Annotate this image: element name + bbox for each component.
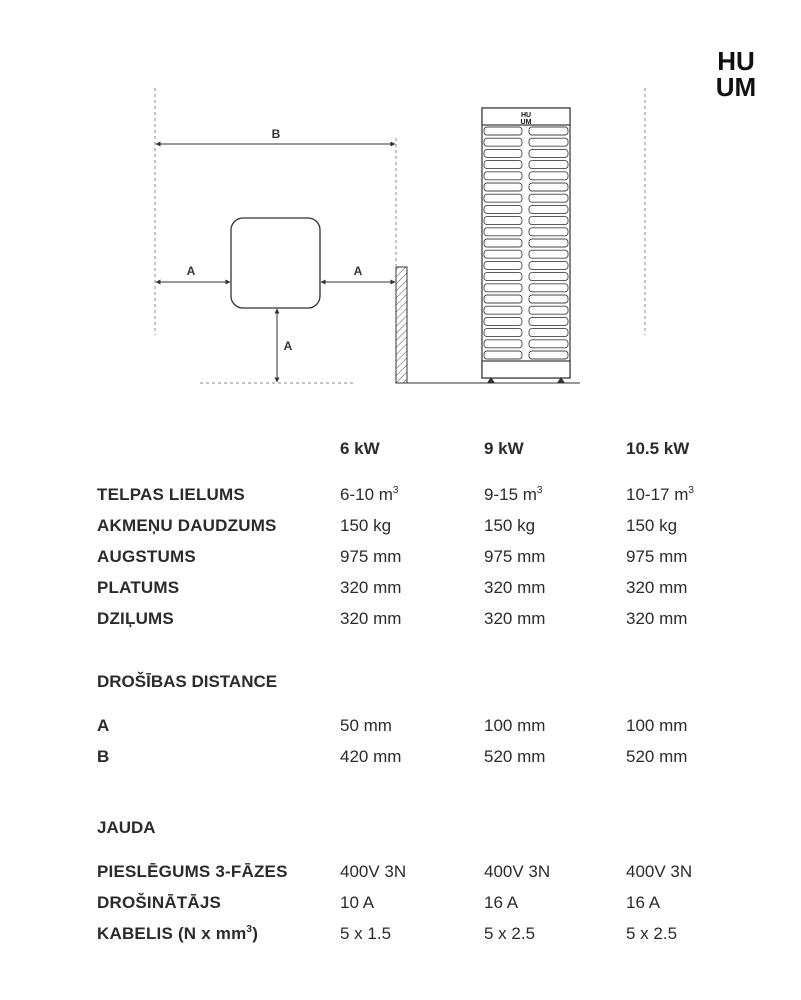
spec-label-stone-amount: AKMEŅU DAUDZUMS (97, 516, 277, 535)
heater-stone (484, 127, 522, 135)
heater-stone (484, 205, 522, 213)
spec-label-depth: DZIĻUMS (97, 609, 174, 628)
spec-value: 16 A (626, 893, 661, 912)
spec-value: 975 mm (340, 547, 402, 566)
dimension-b-label: B (271, 127, 281, 141)
heater-stone (484, 138, 522, 146)
spec-value: 5 x 2.5 (484, 924, 536, 943)
spec-value: 9-15 $m^3$ (484, 485, 543, 504)
heater-stone (529, 228, 568, 236)
spec-value: 320 mm (340, 578, 402, 597)
heater-stone (484, 351, 522, 359)
spec-value: 6-10 $m^3$ (340, 485, 399, 504)
spec-label-width: PLATUMS (97, 578, 180, 597)
safety-distance-diagram (140, 80, 660, 400)
svg-text:UM: UM (715, 72, 757, 98)
spec-value: 150 kg (626, 516, 678, 535)
heater-stone (529, 138, 568, 146)
heater-stone (529, 217, 568, 225)
heater-stone (529, 183, 568, 191)
heater-stone (484, 306, 522, 314)
spec-value: 10 A (340, 893, 375, 912)
heater-stone (484, 329, 522, 337)
section-title-power: JAUDA (97, 818, 156, 837)
svg-text:A: A (283, 339, 293, 353)
safety-label-a: A (97, 716, 110, 735)
heater-stone (484, 149, 522, 157)
spec-value: 150 kg (484, 516, 536, 535)
spec-value: 400V 3N (626, 862, 693, 881)
section-title-safety-distance: DROŠĪBAS DISTANCE (97, 672, 278, 691)
spec-value: 320 mm (484, 578, 546, 597)
heater-stone (529, 340, 568, 348)
heater-stone (529, 261, 568, 269)
heater-stone (484, 172, 522, 180)
heater-stone (484, 250, 522, 258)
heater-stone (529, 149, 568, 157)
heater-stone (529, 306, 568, 314)
heater-side-view (482, 108, 570, 383)
heater-stone (529, 351, 568, 359)
spec-label-room-size: TELPAS LIELUMS (97, 485, 245, 504)
heater-stone (529, 172, 568, 180)
column-header-6kw: 6 kW (340, 439, 380, 458)
spec-value: 5 x 2.5 (626, 924, 678, 943)
power-label-fuse: DROŠINĀTĀJS (97, 893, 222, 912)
heater-stone (484, 217, 522, 225)
svg-text:HU: HU (520, 112, 532, 119)
spec-value: 50 mm (340, 716, 392, 735)
spec-value: 320 mm (626, 609, 688, 628)
spec-value: 100 mm (484, 716, 546, 735)
column-header-10-5kw: 10.5 kW (626, 439, 690, 458)
heater-stone (529, 239, 568, 247)
heater-stone (484, 228, 522, 236)
heater-stone (529, 127, 568, 135)
svg-text:HU: HU (717, 46, 755, 76)
heater-stone (484, 194, 522, 202)
svg-text:A: A (353, 264, 363, 278)
column-header-9kw: 9 kW (484, 439, 524, 458)
heater-stone (484, 239, 522, 247)
heater-stone (484, 284, 522, 292)
heater-stone (529, 205, 568, 213)
spec-value: 320 mm (626, 578, 688, 597)
spec-value: 975 mm (484, 547, 546, 566)
spec-value: 400V 3N (484, 862, 551, 881)
spec-value: 5 x 1.5 (340, 924, 392, 943)
heater-stone (529, 329, 568, 337)
spec-value: 520 mm (626, 747, 688, 766)
spec-value: 975 mm (626, 547, 688, 566)
heater-stone (484, 295, 522, 303)
svg-text:A: A (186, 264, 196, 278)
heater-stone (484, 317, 522, 325)
heater-stone (529, 295, 568, 303)
heater-stone (484, 261, 522, 269)
spec-value: 150 kg (340, 516, 392, 535)
spec-value: 520 mm (484, 747, 546, 766)
huum-logo (709, 46, 763, 98)
spec-value: 10-17 $m^3$ (626, 485, 694, 504)
heater-stone (529, 273, 568, 281)
spec-value: 420 mm (340, 747, 402, 766)
spec-value: 400V 3N (340, 862, 407, 881)
heater-stone (529, 284, 568, 292)
power-label-cable: KABELIS (N x $mm^3$) (97, 924, 259, 943)
wall (396, 267, 407, 383)
power-label-connection: PIESLĒGUMS 3-FĀZES (97, 862, 288, 881)
heater-stone (529, 161, 568, 169)
spec-value: 16 A (484, 893, 519, 912)
heater-stone (484, 161, 522, 169)
heater-stone (529, 317, 568, 325)
heater-stone (484, 183, 522, 191)
spec-value: 320 mm (484, 609, 546, 628)
heater-stone (529, 194, 568, 202)
safety-label-b: B (97, 747, 110, 766)
spec-label-height: AUGSTUMS (97, 547, 196, 566)
spec-value: 320 mm (340, 609, 402, 628)
heater-top-view (231, 218, 320, 308)
spec-value: 100 mm (626, 716, 688, 735)
heater-stone (484, 273, 522, 281)
heater-stone (529, 250, 568, 258)
heater-stone (484, 340, 522, 348)
svg-text:UM: UM (520, 119, 532, 126)
